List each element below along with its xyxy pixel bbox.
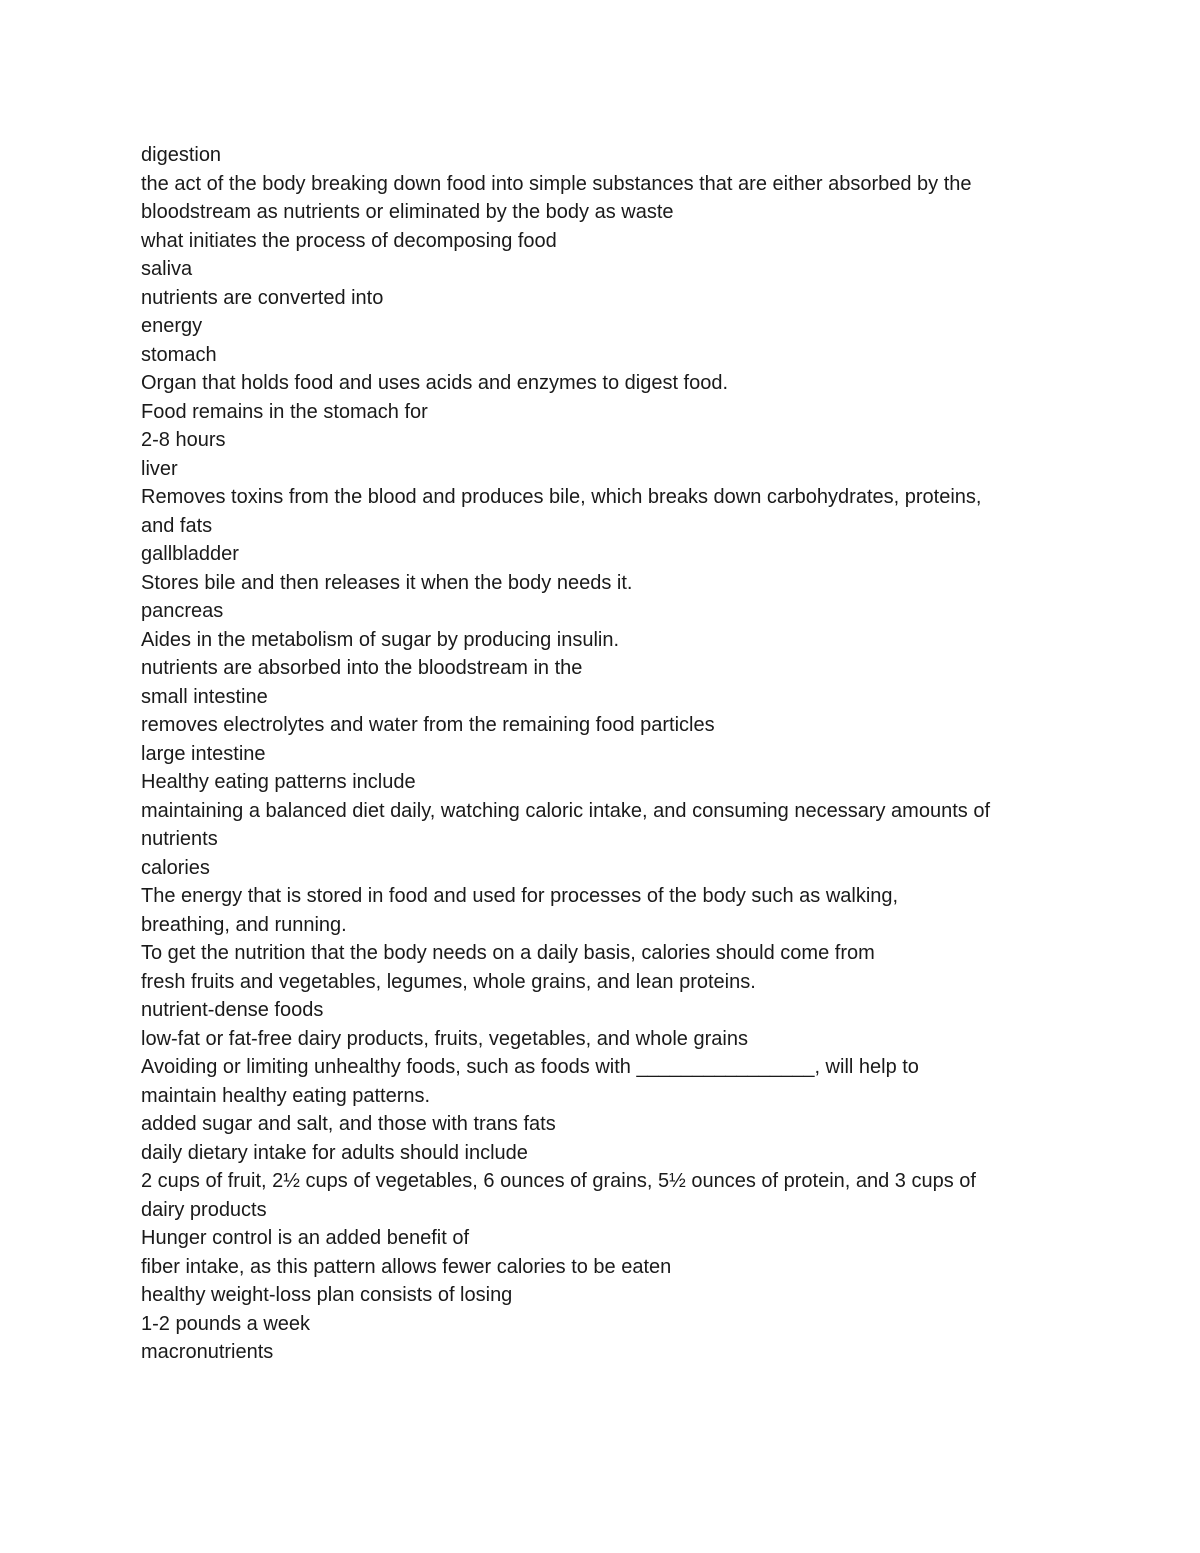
text-line: low-fat or fat-free dairy products, fruits, vegetables, and whole grains — [141, 1027, 748, 1050]
text-line: gallbladder — [141, 543, 239, 565]
text-line: fresh fruits and vegetables, legumes, whole grains, and lean proteins. — [141, 970, 756, 993]
text-line: nutrient-dense foods — [141, 999, 324, 1021]
text-line: dairy products — [141, 1198, 267, 1221]
text-line: large intestine — [141, 742, 266, 765]
text-line: the act of the body breaking down food into simple substances that are either absorbed by the — [141, 172, 972, 195]
text-line: liver — [141, 457, 178, 480]
text-line: maintain healthy eating patterns. — [141, 1084, 431, 1107]
text-line: To get the nutrition that the body needs on a daily basis, calories should come from — [141, 942, 875, 964]
text-line: macronutrients — [141, 1341, 274, 1363]
text-line: 1-2 pounds a week — [141, 1312, 311, 1335]
text-line: Removes toxins from the blood and produces bile, which breaks down carbohydrates, proteins, — [141, 486, 982, 508]
text-line: Healthy eating patterns include — [141, 771, 416, 793]
text-line: pancreas — [141, 600, 224, 622]
text-line: nutrients — [141, 828, 218, 850]
text-line: 2 cups of fruit, 2½ cups of vegetables, 6 ounces of grains, 5½ ounces of protein, and 3 cups of — [141, 1170, 976, 1192]
text-line: Food remains in the stomach for — [141, 400, 428, 423]
text-line: and fats — [141, 514, 213, 537]
text-line: Avoiding or limiting unhealthy foods, such as foods with ________________, will help to — [141, 1056, 919, 1078]
text-line: fiber intake, as this pattern allows fewer calories to be eaten — [141, 1255, 672, 1278]
text-line: calories — [141, 856, 210, 879]
text-line: bloodstream as nutrients or eliminated by the body as waste — [141, 201, 674, 223]
text-line: small intestine — [141, 685, 268, 708]
text-line: saliva — [141, 258, 193, 280]
text-line: added sugar and salt, and those with trans fats — [141, 1113, 556, 1135]
text-line: nutrients are converted into — [141, 286, 384, 309]
text-line: digestion — [141, 144, 222, 166]
text-line: The energy that is stored in food and used for processes of the body such as walking, — [141, 885, 899, 907]
text-line: 2-8 hours — [141, 429, 226, 451]
text-line: removes electrolytes and water from the remaining food particles — [141, 714, 715, 736]
text-line: what initiates the process of decomposing food — [141, 229, 557, 252]
text-line: stomach — [141, 343, 217, 366]
document-body — [141, 141, 1066, 1367]
text-line: nutrients are absorbed into the bloodstream in the — [141, 657, 583, 679]
text-line: daily dietary intake for adults should include — [141, 1141, 528, 1164]
text-line: Organ that holds food and uses acids and enzymes to digest food. — [141, 372, 729, 394]
text-line: energy — [141, 315, 203, 337]
text-line: Aides in the metabolism of sugar by producing insulin. — [141, 628, 620, 651]
text-line: breathing, and running. — [141, 913, 347, 936]
text-line: maintaining a balanced diet daily, watching caloric intake, and consuming necessary amounts of — [141, 799, 991, 822]
text-line: Stores bile and then releases it when the body needs it. — [141, 571, 633, 594]
text-line: healthy weight-loss plan consists of losing — [141, 1284, 513, 1306]
text-line: Hunger control is an added benefit of — [141, 1227, 469, 1249]
